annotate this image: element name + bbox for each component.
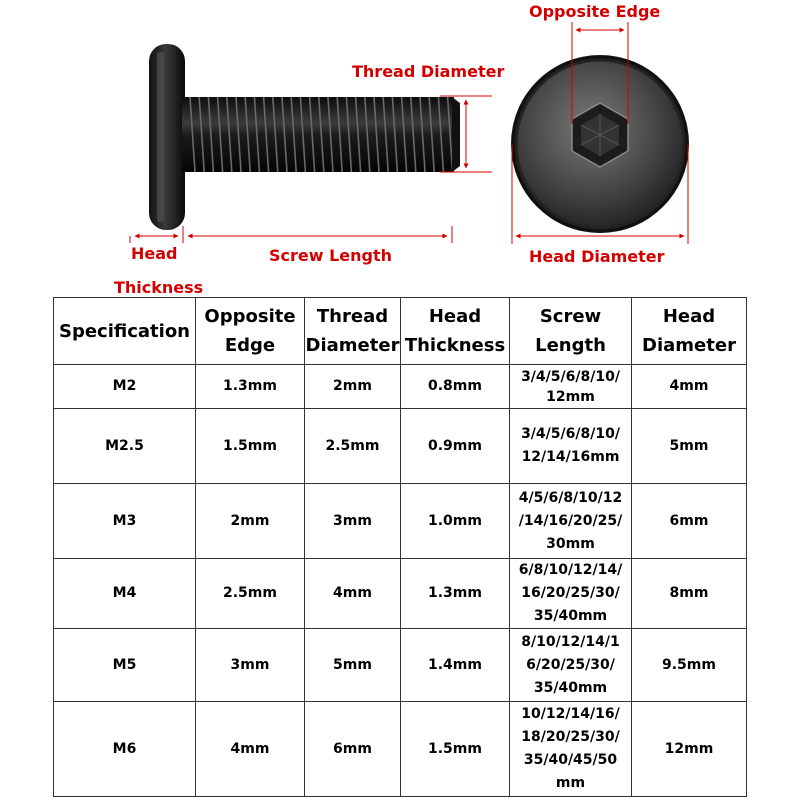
cell-screw-length: 3/4/5/6/8/10/ 12/14/16mm (510, 409, 632, 484)
table-row (54, 365, 747, 409)
cell-thread-diameter: 2mm (305, 365, 401, 409)
head-thickness-label-line1: Head (131, 244, 178, 263)
screw-shaft (182, 97, 460, 172)
cell-screw-length: 10/12/14/16/ 18/20/25/30/ 35/40/45/50 mm (510, 702, 632, 797)
cell-thread-diameter: 2.5mm (305, 409, 401, 484)
cell-spec: M4 (54, 559, 196, 629)
cell-opposite-edge: 4mm (196, 702, 305, 797)
screw-head-side (149, 44, 185, 230)
cell-head-thickness: 0.8mm (401, 365, 510, 409)
table-row (54, 484, 747, 559)
cell-head-diameter: 12mm (632, 702, 747, 797)
cell-thread-diameter: 6mm (305, 702, 401, 797)
cell-head-thickness: 1.5mm (401, 702, 510, 797)
cell-head-diameter: 5mm (632, 409, 747, 484)
length-dimension (130, 226, 452, 243)
cell-opposite-edge: 1.3mm (196, 365, 305, 409)
table-row (54, 409, 747, 484)
header-specification: Specification (54, 298, 196, 365)
screw-illustration (0, 0, 800, 297)
cell-spec: M6 (54, 702, 196, 797)
table-row (54, 702, 747, 797)
cell-head-thickness: 1.3mm (401, 559, 510, 629)
header-opposite-edge: Opposite Edge (196, 298, 305, 365)
cell-head-thickness: 0.9mm (401, 409, 510, 484)
spec-table (53, 297, 747, 797)
cell-opposite-edge: 2mm (196, 484, 305, 559)
cell-opposite-edge: 1.5mm (196, 409, 305, 484)
cell-head-diameter: 6mm (632, 484, 747, 559)
cell-screw-length: 3/4/5/6/8/10/ 12mm (510, 365, 632, 409)
cell-thread-diameter: 4mm (305, 559, 401, 629)
header-head-diameter: Head Diameter (632, 298, 747, 365)
cell-spec: M5 (54, 629, 196, 702)
header-thread-diameter: Thread Diameter (305, 298, 401, 365)
cell-spec: M3 (54, 484, 196, 559)
opposite-edge-label: Opposite Edge (529, 2, 661, 21)
cell-head-thickness: 1.4mm (401, 629, 510, 702)
cell-screw-length: 4/5/6/8/10/12 /14/16/20/25/ 30mm (510, 484, 632, 559)
cell-head-diameter: 4mm (632, 365, 747, 409)
screw-head-top (511, 55, 689, 233)
cell-head-diameter: 8mm (632, 559, 747, 629)
cell-thread-diameter: 5mm (305, 629, 401, 702)
cell-thread-diameter: 3mm (305, 484, 401, 559)
cell-spec: M2.5 (54, 409, 196, 484)
header-head-thickness: Head Thickness (401, 298, 510, 365)
cell-screw-length: 6/8/10/12/14/ 16/20/25/30/ 35/40mm (510, 559, 632, 629)
screw-diagram-svg (0, 0, 800, 290)
table-row (54, 629, 747, 702)
head-thickness-label-line2: Thickness (114, 278, 204, 297)
head-diameter-label: Head Diameter (529, 247, 665, 266)
table-header-row (54, 298, 747, 365)
screw-length-label: Screw Length (269, 246, 393, 265)
cell-spec: M2 (54, 365, 196, 409)
cell-opposite-edge: 3mm (196, 629, 305, 702)
cell-head-thickness: 1.0mm (401, 484, 510, 559)
header-screw-length: Screw Length (510, 298, 632, 365)
cell-opposite-edge: 2.5mm (196, 559, 305, 629)
cell-head-diameter: 9.5mm (632, 629, 747, 702)
cell-screw-length: 8/10/12/14/1 6/20/25/30/ 35/40mm (510, 629, 632, 702)
table-row (54, 559, 747, 629)
thread-diameter-label: Thread Diameter (352, 62, 505, 81)
